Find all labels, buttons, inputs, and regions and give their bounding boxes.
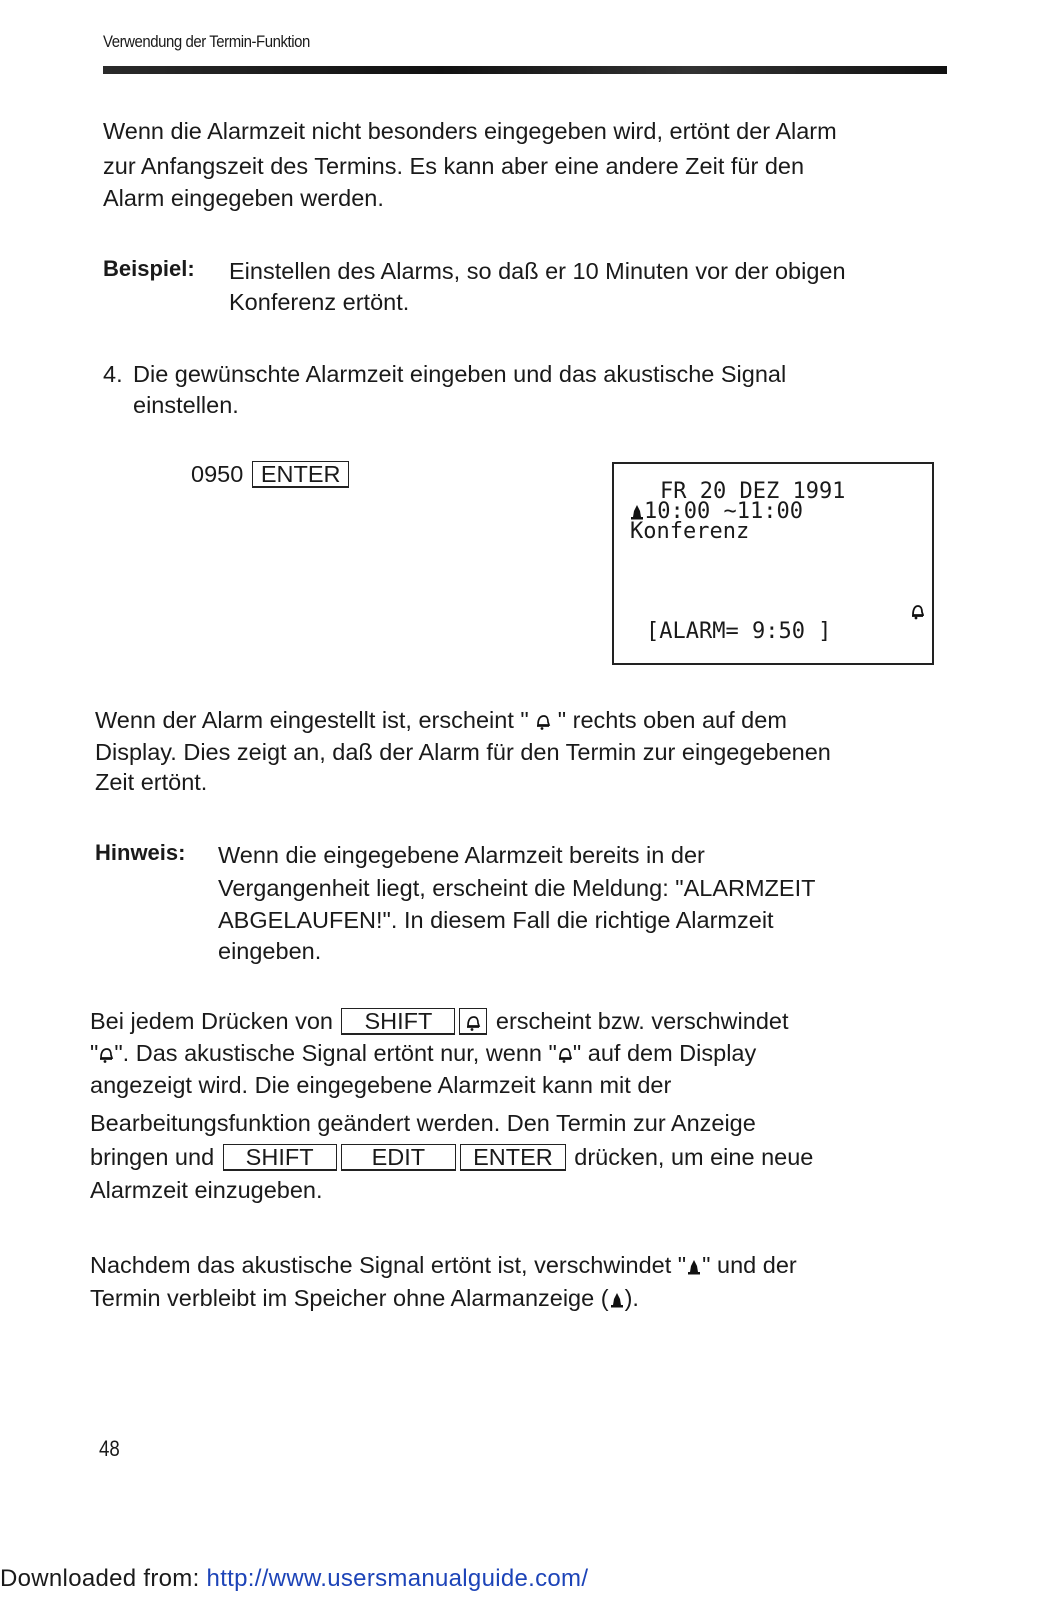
intro-line-2: zur Anfangszeit des Termins. Es kann aber eine andere Zeit für den [103,153,805,179]
shift-key: SHIFT [223,1144,337,1171]
bell-icon [98,1046,114,1064]
note-line-2: Vergangenheit liegt, erscheint die Meldung: "ALARMZEIT [218,875,816,901]
enter-key: ENTER [460,1144,566,1171]
key-sequence [191,459,351,489]
alarm-mark-icon [609,1291,625,1309]
lcd-date: FR 20 DEZ 1991 [660,479,846,504]
footer-prefix: Downloaded from: [0,1565,207,1592]
header-rule [103,66,947,74]
example-line-1: Einstellen des Alarms, so daß er 10 Minuten vor der obigen [229,258,846,284]
step-line-2: einstellen. [133,392,239,418]
lcd-display [612,462,934,665]
alarm-mark-icon [686,1258,702,1276]
lcd-title: Konferenz [630,519,750,544]
bell-icon [535,713,551,731]
note-line-3: ABGELAUFEN!". In diesem Fall die richtige Alarmzeit [218,907,774,933]
bell-icon [557,1046,573,1064]
toggle-line-5: bringen und SHIFT EDIT ENTER drücken, um eine neue [90,1144,814,1170]
running-header: Verwendung der Termin-Funktion [103,32,310,51]
note-line-1: Wenn die eingegebene Alarmzeit bereits in der [218,842,705,868]
final-line-1: Nachdem das akustische Signal ertönt ist, verschwindet " " und der [90,1252,797,1278]
toggle-line-2: " ". Das akustische Signal ertönt nur, wenn " " auf dem Display [90,1040,757,1066]
toggle-line-1: Bei jedem Drücken von SHIFT erscheint bzw. verschwindet [90,1008,789,1034]
lcd-alarm: [ALARM= 9:50 ] [646,619,832,644]
bell-icon [465,1014,481,1032]
note-label: Hinweis: [95,840,186,865]
toggle-line-3: angezeigt wird. Die eingegebene Alarmzeit kann mit der [90,1072,672,1098]
note-line-4: eingeben. [218,938,322,964]
example-line-2: Konferenz ertönt. [229,289,410,315]
download-footer [0,1565,588,1593]
after-display-line-3: Zeit ertönt. [95,769,208,795]
final-line-2: Termin verbleibt im Speicher ohne Alarmanzeige ( ). [90,1285,639,1311]
step-number: 4. [103,361,123,387]
page-number: 48 [99,1436,120,1461]
toggle-line-6: Alarmzeit einzugeben. [90,1177,323,1203]
bell-icon [910,604,924,620]
input-value: 0950 [191,461,244,487]
alarm-key [459,1008,487,1035]
intro-line-1: Wenn die Alarmzeit nicht besonders eingegeben wird, ertönt der Alarm [103,118,837,144]
after-display-line-2: Display. Dies zeigt an, daß der Alarm für den Termin zur eingegebenen [95,739,831,765]
lcd-time: 10:00 ~11:00 [644,499,803,524]
toggle-line-4: Bearbeitungsfunktion geändert werden. Den Termin zur Anzeige [90,1110,756,1136]
edit-key: EDIT [341,1144,457,1171]
shift-key: SHIFT [341,1008,455,1035]
footer-link[interactable]: http://www.usersmanualguide.com/ [206,1565,589,1592]
example-label: Beispiel: [103,256,195,281]
intro-line-3: Alarm eingegeben werden. [103,185,384,211]
step-line-1: Die gewünschte Alarmzeit eingeben und das akustische Signal [133,361,787,387]
enter-key: ENTER [252,461,350,488]
after-display-line-1: Wenn der Alarm eingestellt ist, erscheint " " rechts oben auf dem [95,707,787,733]
